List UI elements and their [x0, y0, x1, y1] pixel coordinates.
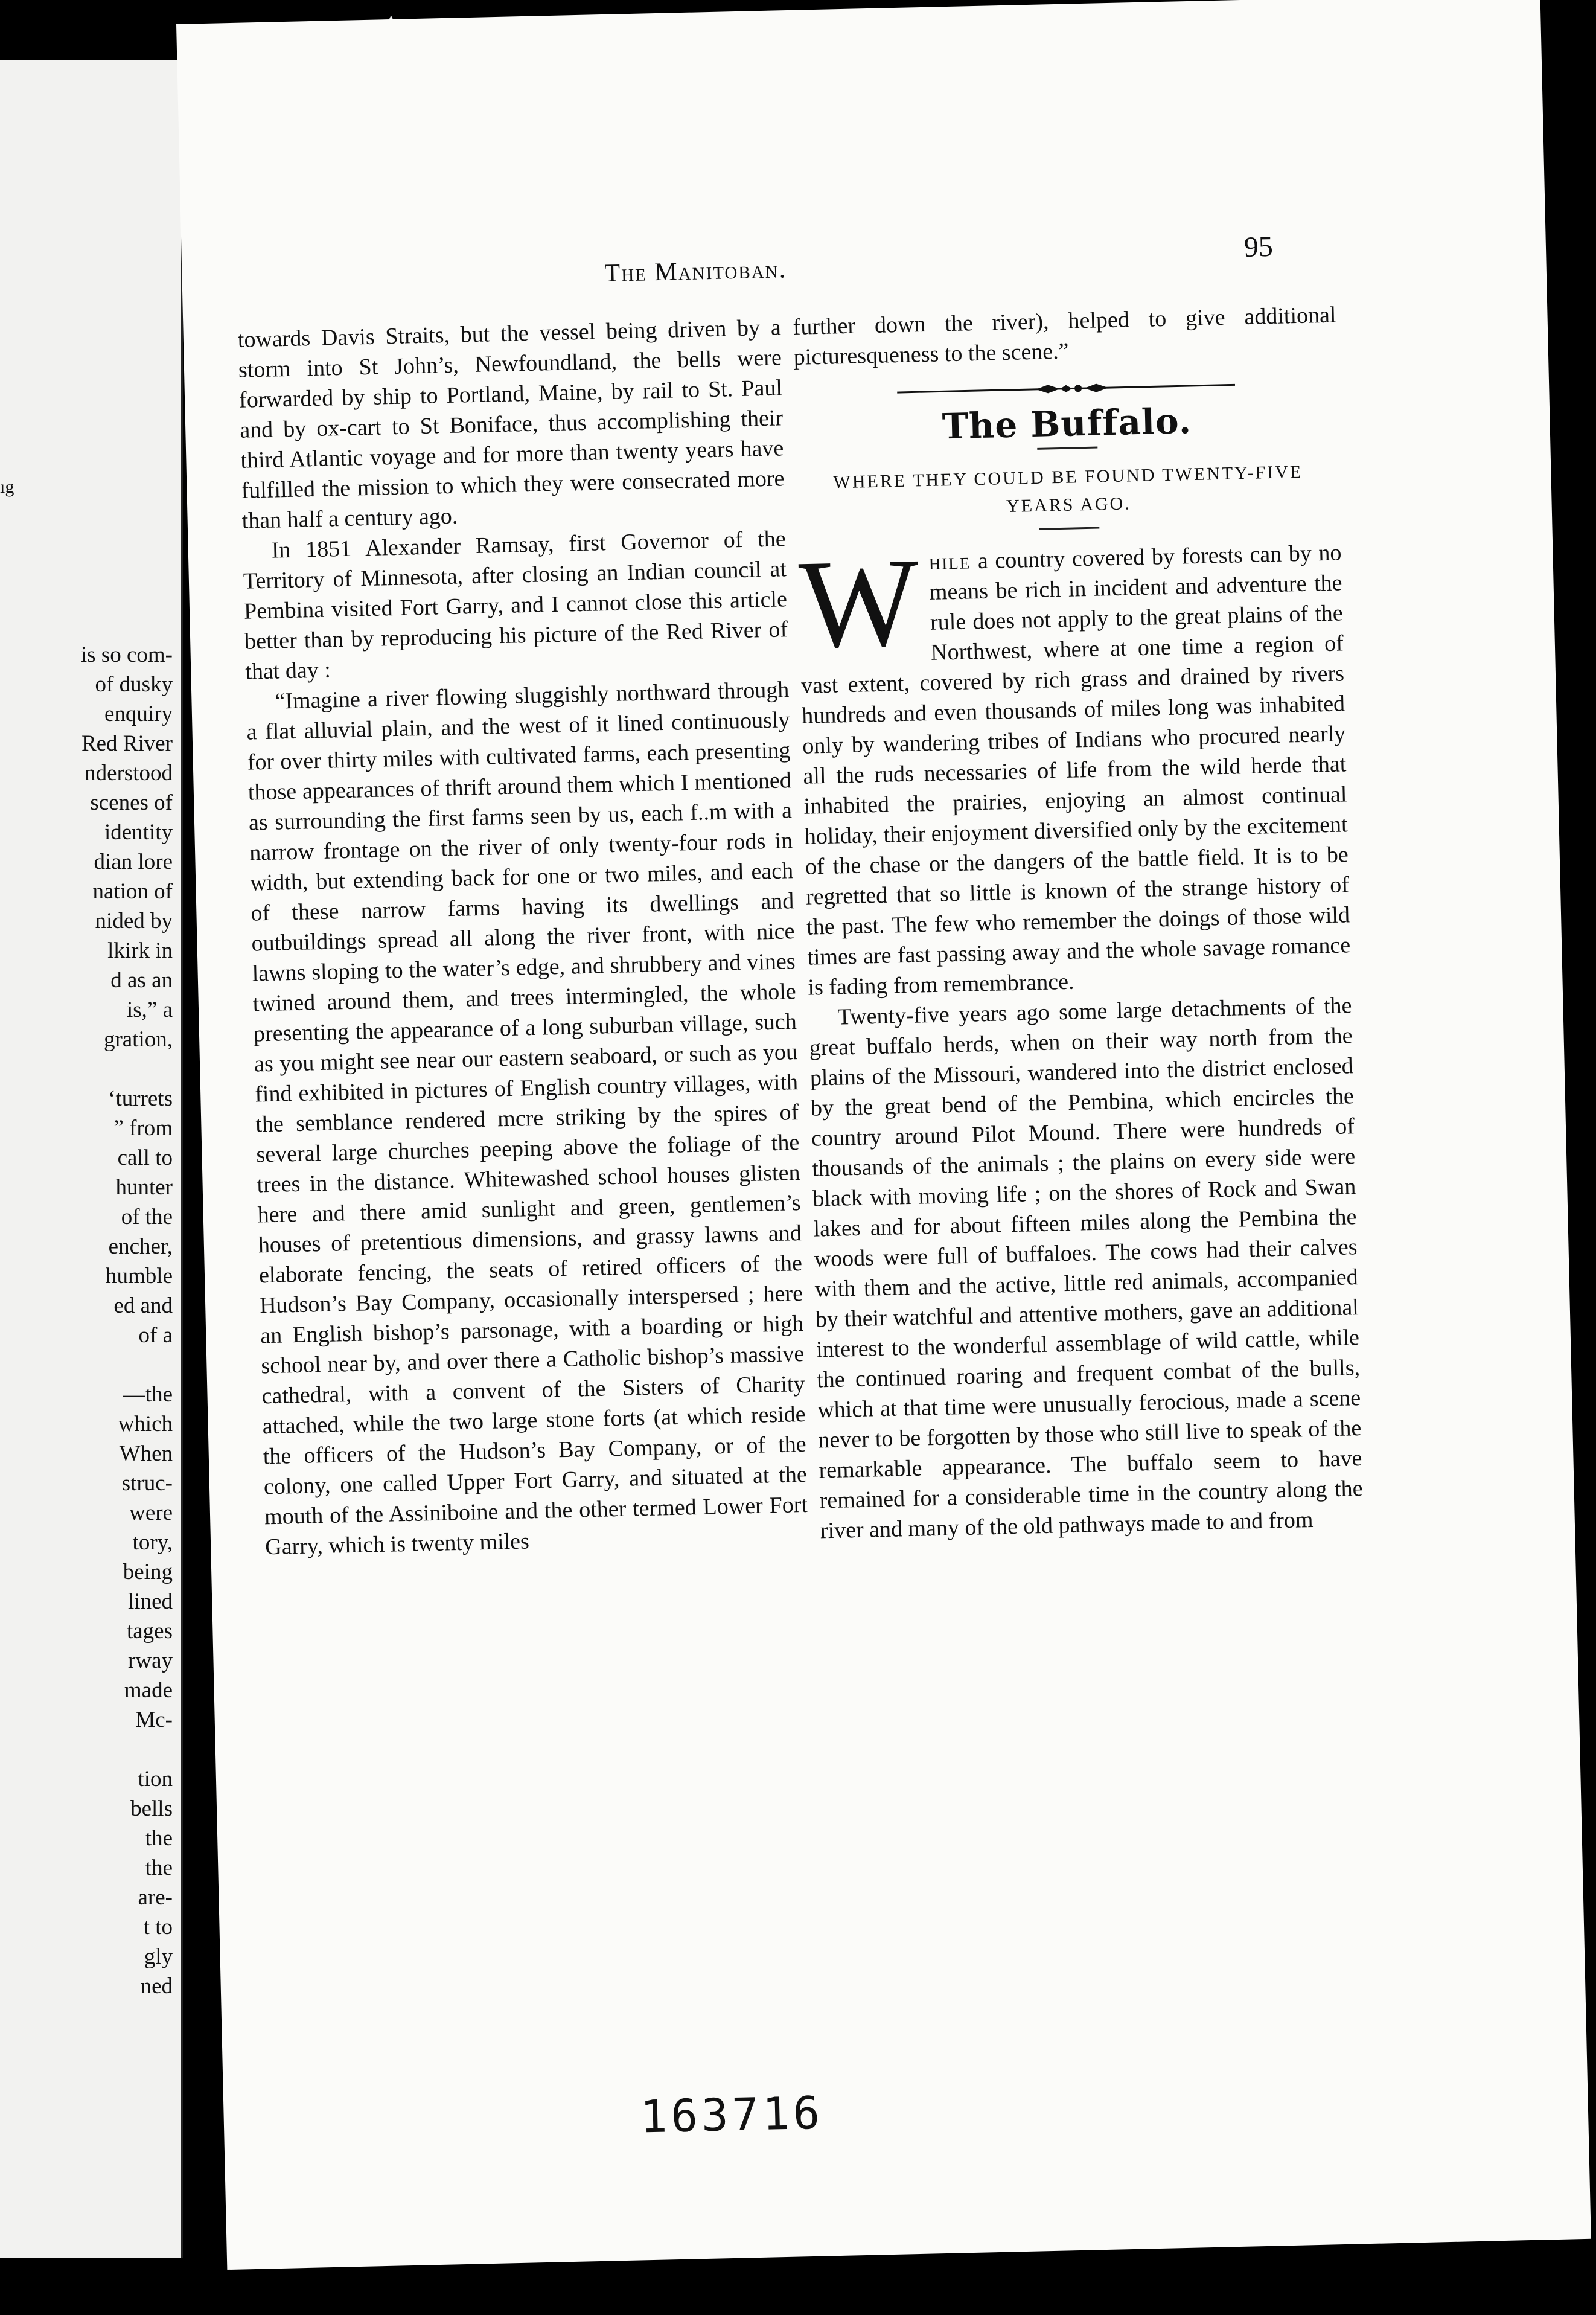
left-page-line: enquiry: [104, 702, 173, 726]
paragraph-text: a country covered by forests can by no means be rich in incident and adventure the rule does not apply to the great plains of the Northwest, where at one time a region of vast extent, covered by rich grass and drained by rivers hundreds and even thousands of miles long was inhabited only by wandering tribes of Indians who procured nearly all the ruds necessaries of life from the wild herde that inhabited the prairies, enjoying an almost continual holiday, their enjoyment diversified only by the excitement of the chase or the dangers of the battle field. It is to be regretted that so little is known of the strange history of the past. The few who remember the doings of those wild times are fast passing away and the whole savage romance is fading from remembrance.: [800, 540, 1351, 1001]
left-page-line: dian lore: [94, 850, 173, 874]
paragraph: Twenty-five years ago some large detachments of the great buffalo herds, when on their way north from the plains of the Missouri, wandered into the district enclosed by the great bend of the Pembina, which encircles the country around Pilot Mound. There were hundreds of thousands of the animals ; the plains on every side were black with moving life ; on the shores of Rock and Swan lakes and for about fifteen miles along the Pembina the woods were full of buffaloes. The cows had their calves with them and the active, little red animals, accompanied by their watchful and attentive mothers, gave an additional interest to the wonderful assemblage of wild cattle, while the continued roaring and frequent combat of the bulls, which at that time were unusually ferocious, made a scene never to be forgotten by those who still live to speak of the remarkable appearance. The buffalo seem to have remained for a considerable time in the country along the river and many of the old pathways made to and from: [809, 993, 1363, 1544]
left-page-line: hunter: [115, 1175, 173, 1200]
left-page-line: Mc-: [135, 1708, 173, 1732]
left-page-line: is,” a: [126, 997, 173, 1022]
left-page-line: which: [118, 1412, 173, 1436]
left-page-line: were: [129, 1500, 173, 1525]
title-rule: [1037, 447, 1097, 450]
left-page-line: lkirk in: [107, 938, 173, 963]
left-page-line: made: [124, 1678, 173, 1703]
left-page-line: d as an: [110, 968, 173, 993]
drop-cap: W: [797, 532, 921, 675]
left-column: [237, 312, 808, 1562]
left-page-line: nided by: [95, 909, 173, 933]
left-page-line: lined: [128, 1589, 173, 1614]
left-page-line: [0, 1054, 173, 1084]
section-subtitle: WHERE THEY COULD BE FOUND TWENTY-FIVE YEARS AGO.: [833, 461, 1303, 517]
left-page-line: bells: [130, 1796, 173, 1821]
left-page-line: call to: [117, 1145, 173, 1170]
left-page-line: struc-: [121, 1471, 173, 1496]
left-page-line: gration,: [103, 1027, 173, 1052]
left-page-line: gly: [144, 1944, 173, 1969]
paragraph: “Imagine a river flowing sluggishly northward through a flat alluvial plain, and the west of it lined continuously for over thirty miles with cultivated farms, each presenting those appearances of thrift around them which I mentioned as surrounding the first farms seen by us, each f..m with a narrow frontage on the river of only twenty-four rods in width, but extending back for one or two miles, and each of these narrow farms having its dwellings and outbuildings spread all along the river front, with nice lawns sloping to the water’s edge, and shrubbery and vines twined around them, and trees intermingled, the whole presenting the appearance of a long suburban village, such as you might see near our eastern seaboard, or such as you find exhibited in pictures of English country villages, with the semblance rendered mcre striking by the spires of several large churches peeping above the foliage of the trees in the distance. Whitewashed school houses glisten here and there amid sunlight and green, gentlemen’s houses of pretentious dimensions, and grassy lawns and elaborate fencing, the seats of retired officers of the Hudson’s Bay Company, occasionally interspersed ; here an English bishop’s parsonage, with a boarding or high school near by, and over there a Catholic bishop’s massive cathedral, with a convent of the Sisters of Charity attached, while the two large stone forts (at which reside the officers of the Hudson’s Bay Company, or of the colony, one called Upper Fort Garry, and situated at the mouth of the Assiniboine and the other termed Lower Fort Garry, which is twenty miles: [246, 677, 808, 1560]
right-page: [176, 0, 1591, 2270]
left-page-line: of a: [138, 1323, 173, 1348]
left-page-line: ed and: [113, 1293, 173, 1318]
left-page-line: ‘turrets: [108, 1086, 173, 1111]
section-title: The Buffalo.: [942, 400, 1192, 447]
left-page-line: t to: [143, 1915, 173, 1939]
left-page-text: [0, 640, 173, 2001]
left-page-line: is so com-: [80, 642, 173, 667]
left-page-line: [0, 1735, 173, 1764]
left-page-line: humble: [106, 1264, 173, 1289]
subtitle-rule: [1039, 527, 1099, 530]
left-page-line: tion: [138, 1767, 173, 1791]
left-page-fragment: [0, 60, 183, 2258]
left-page-line: encher,: [108, 1234, 173, 1259]
left-page-line: nation of: [92, 879, 173, 904]
page-number: 95: [1243, 230, 1274, 263]
paragraph: In 1851 Alexander Ramsay, first Governor of the Territory of Minnesota, after closing an Indian council at Pembina visited Fort Garry, and I cannot close this article better than by reproducing his picture of the Red River of that day :: [243, 526, 788, 685]
left-page-line: [0, 1350, 173, 1380]
left-page-line: the: [145, 1826, 173, 1851]
left-margin-mark: ıg: [0, 477, 14, 497]
paragraph: towards Davis Straits, but the vessel being driven by a storm into St John’s, Newfoundland, the bells were forwarded by ship to Portland, Maine, by rail to St. Paul and by ox-cart to St Boniface, thus accomplishing their third Atlantic voyage and for more than twenty years have fulfilled the mission to which they were consecrated more than half a century ago.: [237, 315, 785, 534]
left-page-line: are-: [138, 1885, 173, 1910]
left-page-line: nderstood: [85, 761, 173, 786]
right-column: [793, 300, 1364, 1546]
left-page-line: identity: [104, 820, 173, 845]
left-page-line: tages: [126, 1619, 173, 1644]
left-page-line: Red River: [81, 731, 173, 756]
left-page-line: of the: [121, 1205, 173, 1229]
left-page-line: rway: [128, 1648, 173, 1673]
running-header: The Manitoban.: [604, 255, 787, 288]
left-page-line: —the: [123, 1382, 173, 1407]
left-page-line: the: [145, 1856, 173, 1880]
left-page-line: being: [123, 1560, 173, 1584]
ornamental-rule: [897, 378, 1235, 399]
left-page-line: When: [119, 1441, 173, 1466]
left-page-line: scenes of: [90, 790, 173, 815]
left-page-line: tory,: [132, 1530, 173, 1555]
paragraph: further down the river), helped to give additional picturesqueness to the scene.”: [793, 302, 1336, 370]
left-page-line: ned: [140, 1974, 173, 1999]
accession-stamp: 163716: [639, 2087, 825, 2144]
left-page-line: of dusky: [95, 672, 173, 697]
left-page-line: ” from: [113, 1116, 173, 1141]
paragraph: [797, 532, 1352, 1002]
lead-word: hile: [928, 548, 971, 575]
